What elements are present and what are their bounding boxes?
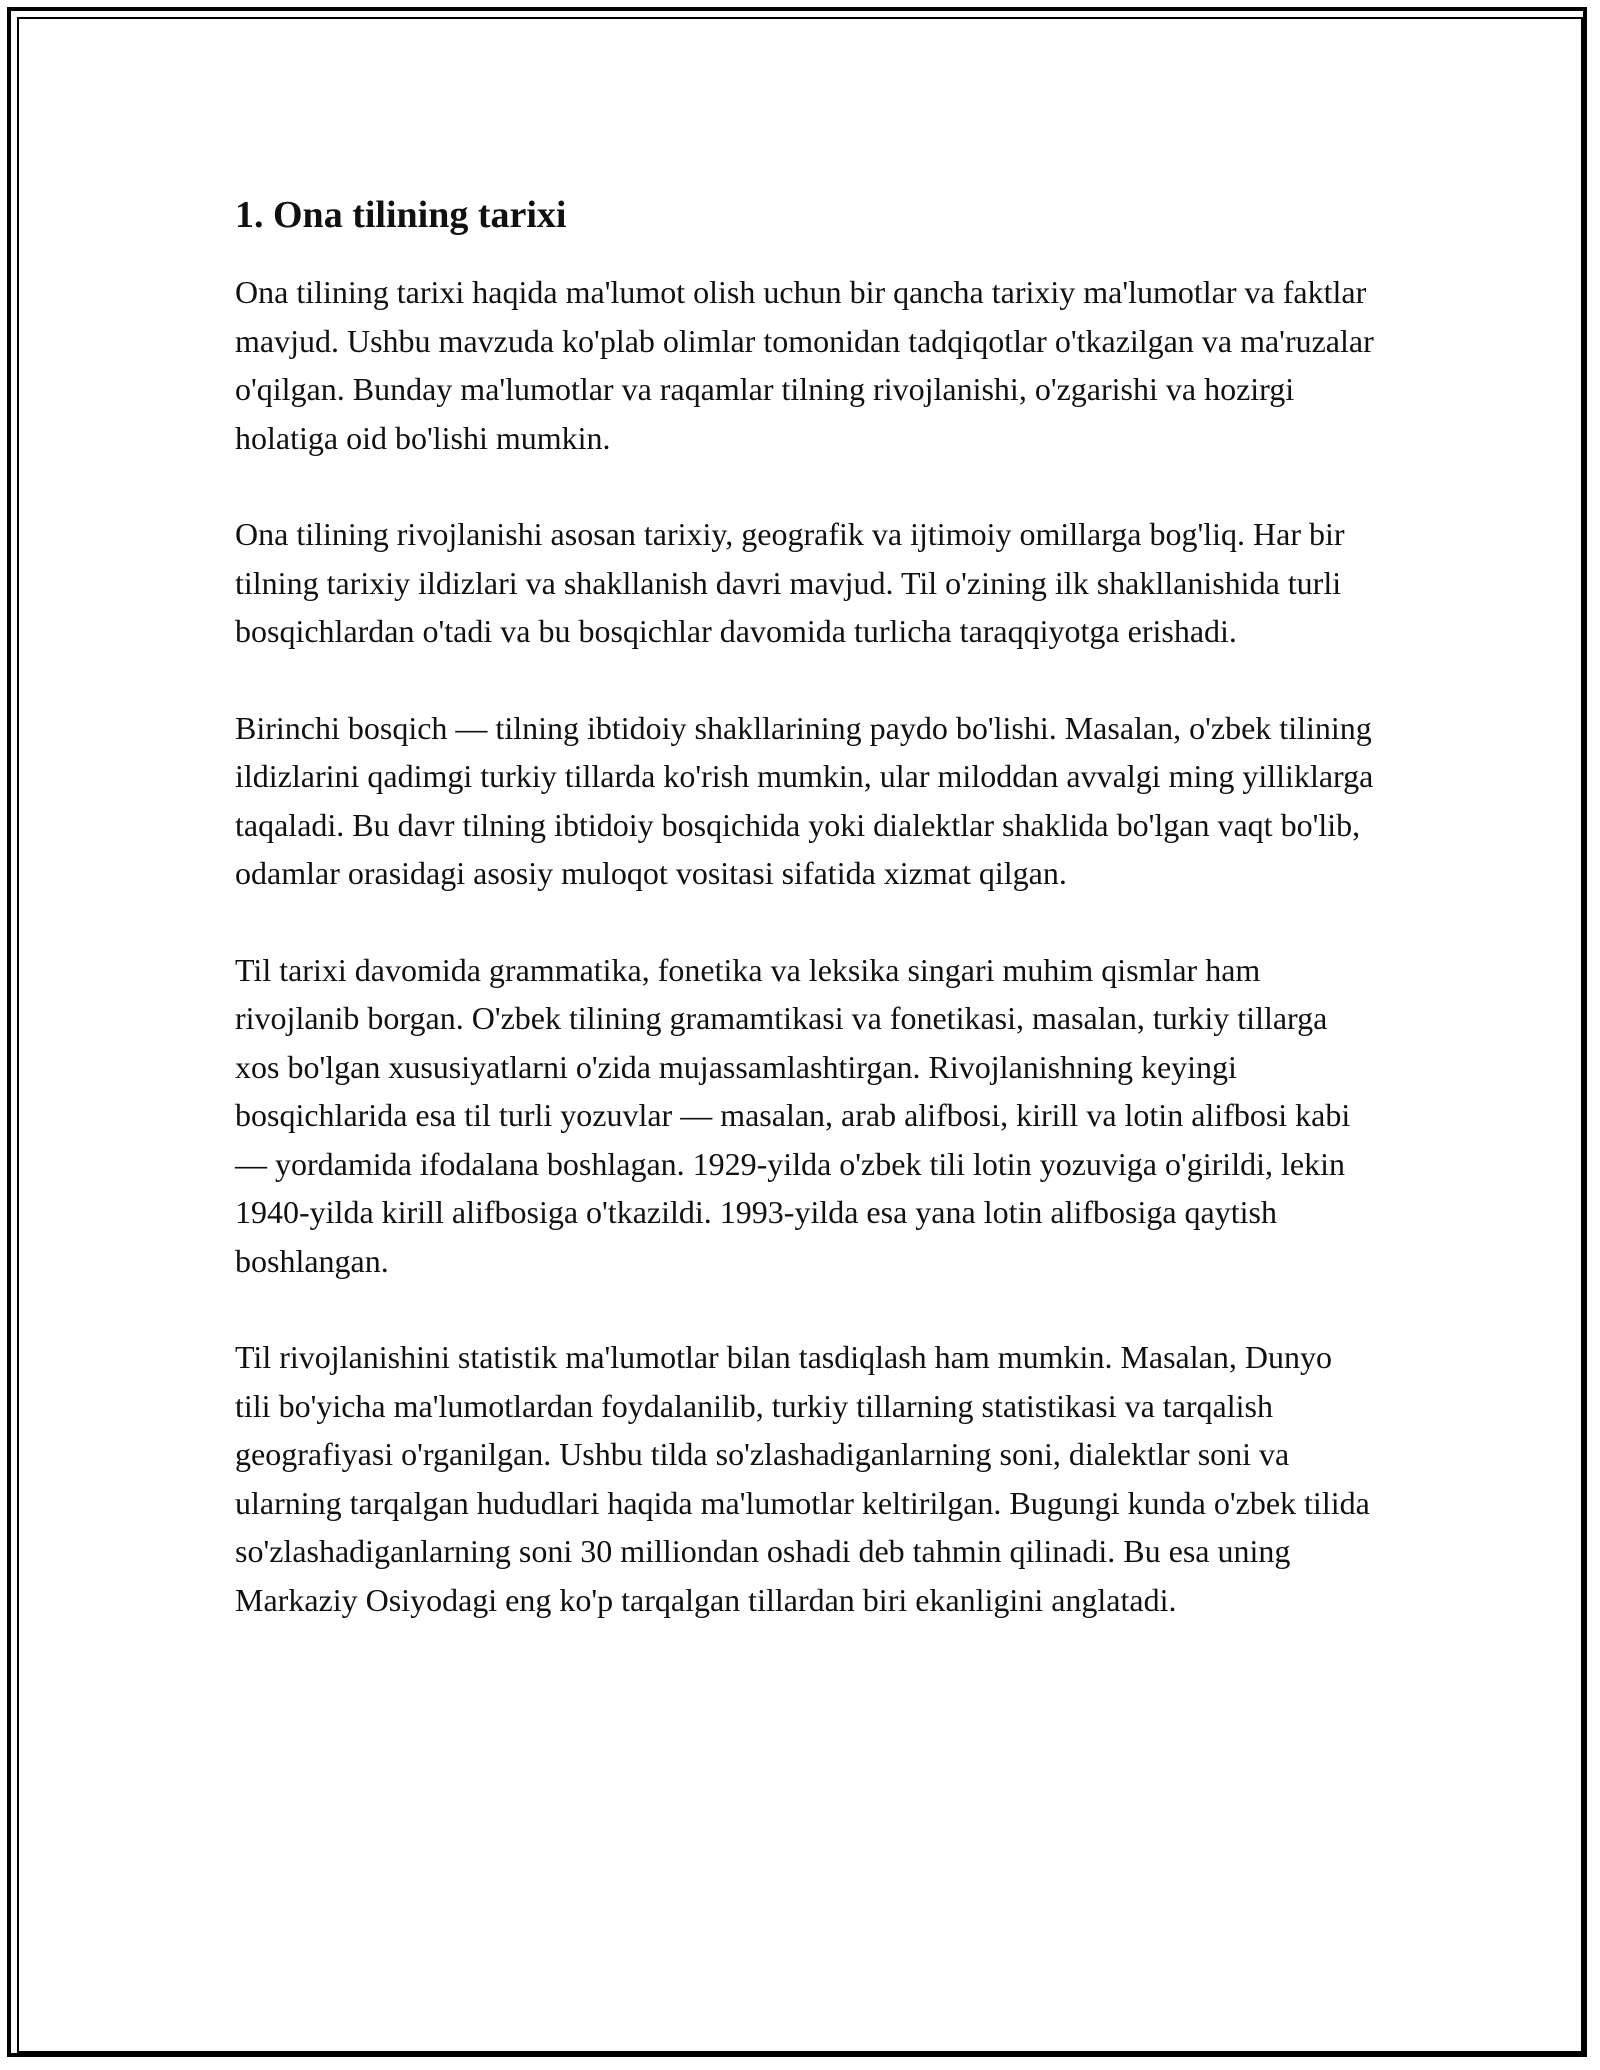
paragraph-5: Til rivojlanishini statistik ma'lumotlar bilan tasdiqlash ham mumkin. Masalan, Dunyo tili bo'yicha ma'lumotlardan foydalanilib, turkiy tillarning statistikasi va tarqalish geografiyasi o'rganilgan. Ushbu tilda so'zlashadiganlarning soni, dialektlar soni va ularning tarqalgan hududlari haqida ma'lumotlar keltirilgan. Bugungi kunda o'zbek tilida so'zlashadiganlarning soni 30 milliondan oshadi deb tahmin qilinadi. Bu esa uning Markaziy Osiyodagi eng ko'p tarqalgan tillardan biri ekanligini anglatadi. [235,1339,1370,1618]
paragraph-4: Til tarixi davomida grammatika, fonetika va leksika singari muhim qismlar ham rivojlanib borgan. O'zbek tilining gramamtikasi va fonetikasi, masalan, turkiy tillarga xos bo'lgan xususiyatlarni o'zida mujassamlashtirgan. Rivojlanishning keyingi bosqichlarida esa til turli yozuvlar — masalan, arab alifbosi, kirill va lotin alifbosi kabi — yordamida ifodalana boshlagan. 1929-yilda o'zbek tili lotin yozuviga o'girildi, lekin 1940-yilda kirill alifbosiga o'tkazildi. 1993-yilda esa yana lotin alifbosiga qaytish boshlangan. [235,951,1351,1279]
document-body [235,188,1375,1672]
section-title: 1. Ona tilining tarixi [235,194,567,236]
paragraph-2: Ona tilining rivojlanishi asosan tarixiy, geografik va ijtimoiy omillarga bog'liq. Har bir tilning tarixiy ildizlari va shakllanish davri mavjud. Til o'zining ilk shakllanishida turli bosqichlardan o'tadi va bu bosqichlar davomida turlicha taraqqiyotga erishadi. [235,516,1345,649]
paragraph-1: Ona tilining tarixi haqida ma'lumot olish uchun bir qancha tarixiy ma'lumotlar va faktlar mavjud. Ushbu mavzuda ko'plab olimlar tomonidan tadqiqotlar o'tkazilgan va ma'ruzalar o'qilgan. Bunday ma'lumotlar va raqamlar tilning rivojlanishi, o'zgarishi va hozirgi holatiga oid bo'lishi mumkin. [235,274,1374,456]
paragraph-3: Birinchi bosqich — tilning ibtidoiy shakllarining paydo bo'lishi. Masalan, o'zbek tilining ildizlarini qadimgi turkiy tillarda ko'rish mumkin, ular miloddan avvalgi ming yilliklarga taqaladi. Bu davr tilning ibtidoiy bosqichida yoki dialektlar shaklida bo'lgan vaqt bo'lib, odamlar orasidagi asosiy muloqot vositasi sifatida xizmat qilgan. [235,709,1374,891]
